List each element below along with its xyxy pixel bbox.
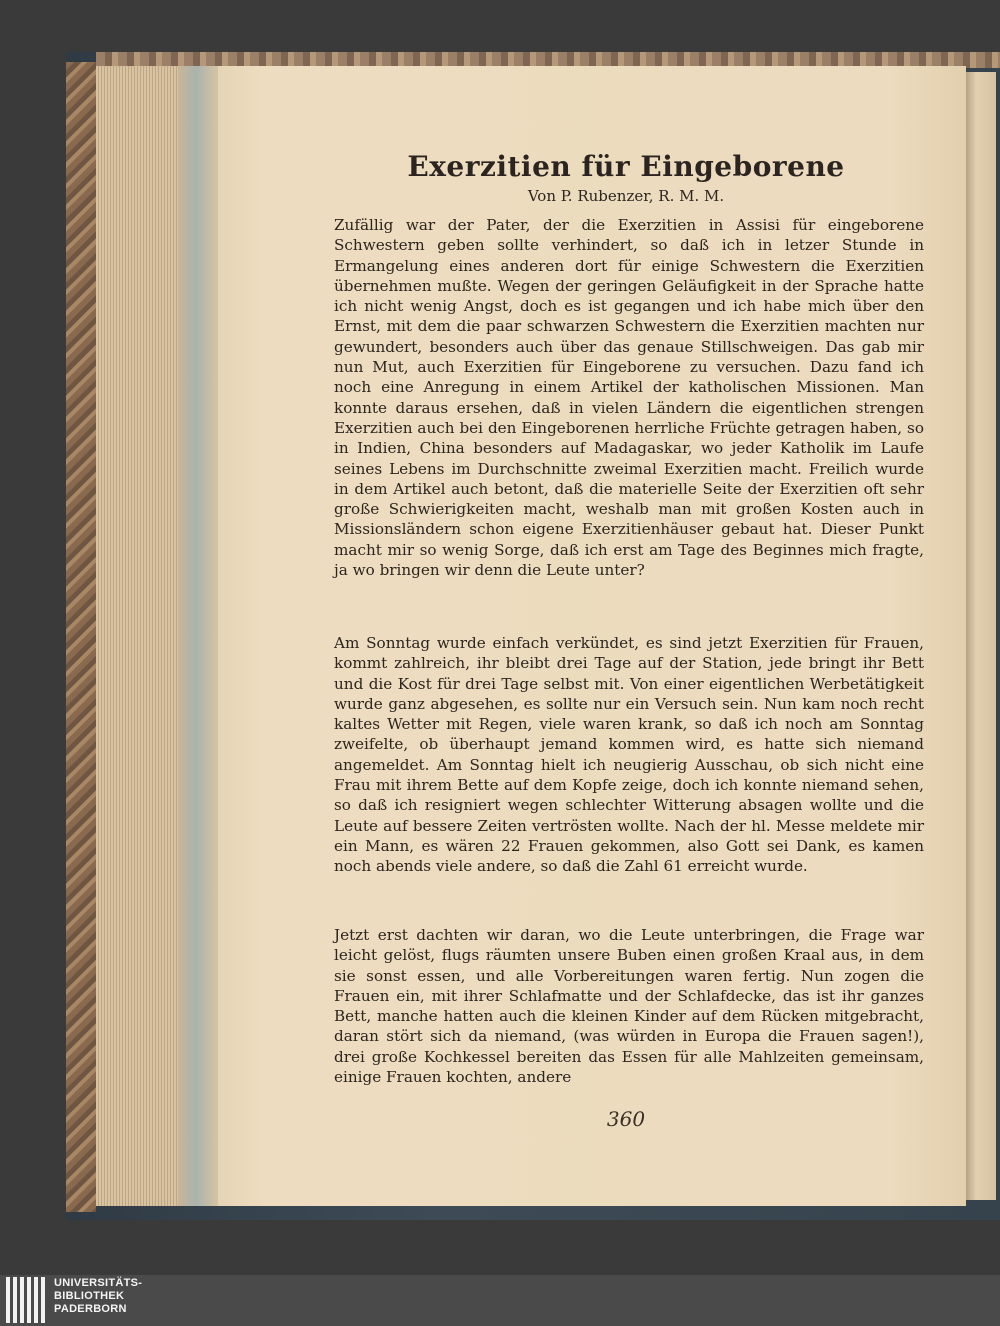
logo-line-3: PADERBORN bbox=[54, 1303, 127, 1315]
library-footer-bar bbox=[0, 1275, 1000, 1326]
library-logo-icon bbox=[6, 1277, 46, 1323]
paragraph-3: Jetzt erst dachten wir daran, wo die Leute unterbringen, die Frage war leicht gelöst, flugs räumten unsere Buben einen großen Kraal aus, in dem sie sonst essen, und alle Vorbereitungen waren fertig. Nun zogen die Frauen ein, mit ihrer Schlafmatte und der Schlafdecke, das ist ihr ganzes Bett, manche hatten auch die kleinen Kinder auf dem Rücken mitgebracht, daran stört sich da niemand, (was würden in Europa die Frauen sagen!), drei große Kochkessel bereiten das Essen für alle Mahlzeiten gemeinsam, einige Frauen kochten, andere bbox=[334, 926, 924, 1087]
library-logo-text bbox=[54, 1277, 142, 1316]
paragraph-1: Zufällig war der Pater, der die Exerzitien in Assisi für eingeborene Schwestern geben sollte verhindert, so daß ich in letzer Stunde in Ermangelung eines anderen dort für einige Schwestern die Exerzitien übernehmen mußte. Wegen der geringen Geläufigkeit in der Sprache hatte ich nicht wenig Angst, doch es ist gegangen und ich habe mich über den Ernst, mit dem die paar schwarzen Schwestern die Exerzitien machten nur gewundert, besonders auch über das genaue Stillschweigen. Das gab mir nun Mut, auch Exerzitien für Eingeborene zu versuchen. Dazu fand ich noch eine Anregung in einem Artikel der katholischen Missionen. Man konnte daraus ersehen, daß in vielen Ländern die eigentlichen strengen Exerzitien auch bei den Eingeborenen herrliche Früchte getragen haben, so in Indien, China besonders auf Madagaskar, wo jeder Katholik im Laufe seines Lebens im Durchschnitte zweimal Exerzitien macht. Freilich wurde in dem Artikel auch betont, daß die materielle Seite der Exerzitien oft sehr große Schwierigkeiten macht, weshalb man mit großen Kosten auch in Missionsländern schon eigene Exerzitienhäuser gebaut hat. Dieser Punkt macht mir so wenig Sorge, daß ich erst am Tage des Beginnes mich fragte, ja wo bringen wir denn die Leute unter? bbox=[334, 216, 924, 580]
article-byline: Von P. Rubenzer, R. M. M. bbox=[527, 187, 725, 205]
facing-page-edge bbox=[966, 72, 996, 1200]
logo-line-1: UNIVERSITÄTS- bbox=[54, 1277, 143, 1289]
article-title: Exerzitien für Eingeborene bbox=[407, 150, 845, 183]
marbled-endpaper bbox=[66, 62, 96, 1212]
logo-line-2: BIBLIOTHEK bbox=[54, 1290, 125, 1302]
page-edge-shadow bbox=[178, 66, 218, 1206]
paragraph-2: Am Sonntag wurde einfach verkündet, es sind jetzt Exerzitien für Frauen, kommt zahlreich, ihr bleibt drei Tage auf der Station, jede bringt ihr Bett und die Kost für drei Tage selbst mit. Von einer eigentlichen Werbetätigkeit wurde ganz abgesehen, es sollte nur ein Versuch sein. Nun kam noch recht kaltes Wetter mit Regen, viele waren krank, so daß ich noch am Sonntag zweifelte, ob überhaupt jemand kommen wird, es hatte sich niemand angemeldet. Am Sonntag hielt ich neugierig Ausschau, ob sich nicht eine Frau mit ihrem Bette auf dem Kopfe zeige, doch ich konnte niemand sehen, so daß ich resigniert wegen schlechter Witterung absagen wollte und die Leute auf bessere Zeiten vertrösten wollte. Nach der hl. Messe meldete mir ein Mann, es wären 22 Frauen gekommen, also Gott sei Dank, es kamen noch abends viele andere, so daß die Zahl 61 erreicht wurde. bbox=[334, 634, 924, 876]
page-number: 360 bbox=[606, 1107, 646, 1131]
